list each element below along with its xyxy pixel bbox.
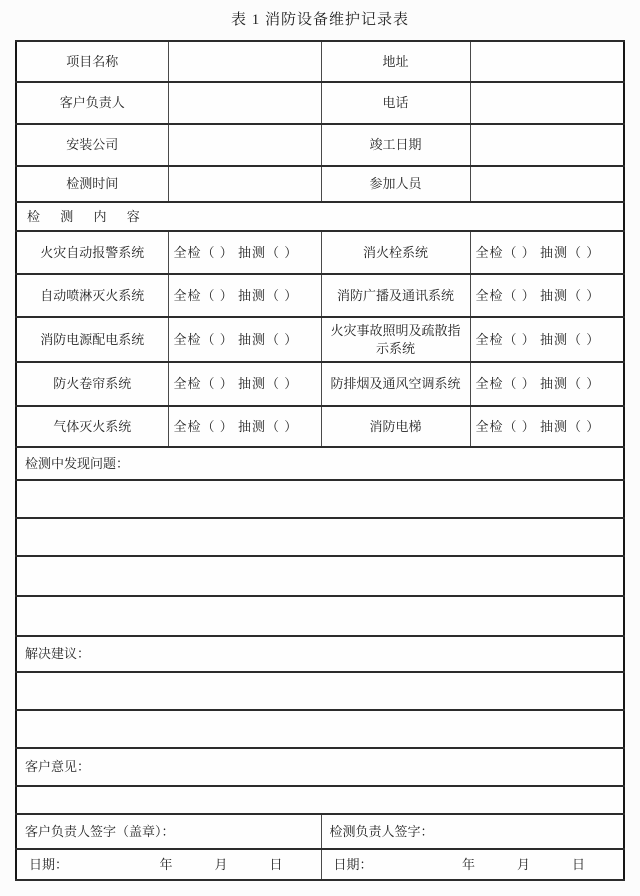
install-company-value: [168, 124, 321, 166]
date-label: 日期：: [29, 856, 69, 872]
system-row-gas-extinguishing: [16, 406, 624, 447]
address-value: [470, 41, 624, 82]
client-manager-label: 客户负责人: [16, 82, 168, 124]
day-label: 日: [269, 856, 283, 872]
participants-value: [470, 166, 624, 202]
customer-opinion-label-row: [16, 748, 624, 786]
system-label-smoke-ventilation: 防排烟及通风空调系统: [321, 362, 470, 406]
customer-opinion-blank-row: [16, 786, 624, 814]
blank-write-line: [16, 556, 624, 596]
system-label-fire-shutter: 防火卷帘系统: [16, 362, 168, 406]
system-label-power: 消防电源配电系统: [16, 317, 168, 362]
phone-label: 电话: [321, 82, 470, 124]
completion-date-label: 竣工日期: [321, 124, 470, 166]
date-label: 日期：: [333, 856, 373, 872]
check-options-smoke-ventilation: 全检（ ） 抽测（ ）: [470, 362, 624, 406]
suggestions-blank-row: [16, 710, 624, 748]
install-company-label: 安装公司: [16, 124, 168, 166]
system-label-emergency-lighting: 火灾事故照明及疏散指示系统: [321, 317, 470, 362]
customer-date-cell: [16, 849, 321, 880]
system-label-fire-alarm: 火灾自动报警系统: [16, 231, 168, 274]
system-label-fire-elevator: 消防电梯: [321, 406, 470, 447]
blank-write-line: [16, 786, 624, 814]
check-options-broadcast: 全检（ ） 抽测（ ）: [470, 274, 624, 317]
blank-write-line: [16, 672, 624, 710]
client-manager-value: [168, 82, 321, 124]
suggestions-blank-row: [16, 672, 624, 710]
system-row-fire-shutter: [16, 362, 624, 406]
suggestions-label-row: [16, 636, 624, 672]
info-row-client: [16, 82, 624, 124]
participants-label: 参加人员: [321, 166, 470, 202]
project-name-value: [168, 41, 321, 82]
check-options-sprinkler: 全检（ ） 抽测（ ）: [168, 274, 321, 317]
system-label-gas-extinguishing: 气体灭火系统: [16, 406, 168, 447]
phone-value: [470, 82, 624, 124]
year-label: 年: [461, 856, 475, 872]
page-title: 表 1 消防设备维护记录表: [230, 12, 409, 28]
completion-date-value: [470, 124, 624, 166]
inspection-content-header: 检 测 内 容: [16, 202, 624, 231]
system-label-hydrant: 消火栓系统: [321, 231, 470, 274]
customer-date-line: [25, 856, 317, 874]
suggestions-label: 解决建议：: [16, 636, 624, 672]
check-options-power: 全检（ ） 抽测（ ）: [168, 317, 321, 362]
info-row-inspection-time: [16, 166, 624, 202]
blank-write-line: [16, 596, 624, 636]
check-options-fire-elevator: 全检（ ） 抽测（ ）: [470, 406, 624, 447]
address-label: 地址: [321, 41, 470, 82]
inspector-signature-label: 检测负责人签字：: [321, 814, 624, 849]
problems-blank-row: [16, 556, 624, 596]
month-label: 月: [214, 856, 228, 872]
check-options-emergency-lighting: 全检（ ） 抽测（ ）: [470, 317, 624, 362]
blank-write-line: [16, 710, 624, 748]
system-row-power: [16, 317, 624, 362]
check-options-hydrant: 全检（ ） 抽测（ ）: [470, 231, 624, 274]
problems-label: 检测中发现问题：: [16, 447, 624, 480]
date-row: [16, 849, 624, 880]
blank-write-line: [16, 480, 624, 518]
month-label: 月: [516, 856, 530, 872]
inspection-time-value: [168, 166, 321, 202]
check-options-gas-extinguishing: 全检（ ） 抽测（ ）: [168, 406, 321, 447]
info-row-installer: [16, 124, 624, 166]
customer-opinion-label: 客户意见：: [16, 748, 624, 786]
project-name-label: 项目名称: [16, 41, 168, 82]
check-options-fire-shutter: 全检（ ） 抽测（ ）: [168, 362, 321, 406]
inspector-date-cell: [321, 849, 624, 880]
signature-row: [16, 814, 624, 849]
system-row-sprinkler: [16, 274, 624, 317]
maintenance-record-table: [15, 40, 625, 881]
check-options-fire-alarm: 全检（ ） 抽测（ ）: [168, 231, 321, 274]
problems-label-row: [16, 447, 624, 480]
problems-blank-row: [16, 480, 624, 518]
blank-write-line: [16, 518, 624, 556]
inspection-content-header-row: [16, 202, 624, 231]
system-label-broadcast: 消防广播及通讯系统: [321, 274, 470, 317]
problems-blank-row: [16, 596, 624, 636]
customer-signature-label: 客户负责人签字（盖章）：: [16, 814, 321, 849]
inspector-date-line: [330, 856, 620, 874]
day-label: 日: [571, 856, 585, 872]
system-row-fire-alarm: [16, 231, 624, 274]
info-row-project: [16, 41, 624, 82]
inspection-time-label: 检测时间: [16, 166, 168, 202]
year-label: 年: [159, 856, 173, 872]
system-label-sprinkler: 自动喷淋灭火系统: [16, 274, 168, 317]
problems-blank-row: [16, 518, 624, 556]
